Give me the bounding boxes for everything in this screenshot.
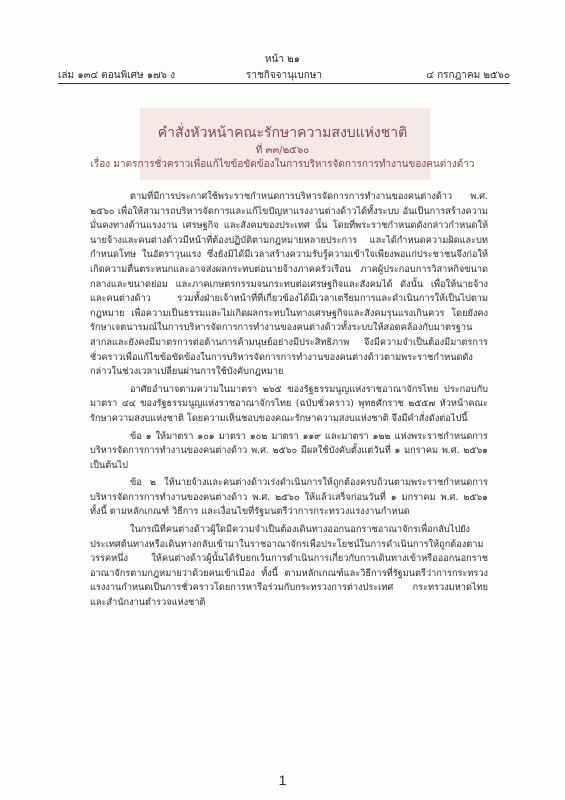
- paragraph-clause-2-exception: ในกรณีที่คนต่างด้าวผู้ใดมีความจำเป็นต้องเดินทางออกนอกราชอาณาจักรเพื่อกลับไปยังประเทศต้นทางหรือเดินทางกลับเข้ามาในราชอาณาจักรเพื่อประโยชน์ในการดำเนินการให้ถูกต้องตามวรรคหนึ่ง ให้คนต่างด้าวผู้นั้นได้รับยกเว้นการดำเนินการเกี่ยวกับการเดินทางเข้าหรือออกนอกราชอาณาจักรตามกฎหมายว่าด้วยคนเข้าเมือง ทั้งนี้ ตามหลักเกณฑ์และวิธีการที่รัฐมนตรีว่าการกระทรวงแรงงานกำหนดเป็นการชั่วคราวโดยการหารือร่วมกับกระทรวงการต่างประเทศ กระทรวงมหาดไทย และสำนักงานตำรวจแห่งชาติ: [90, 524, 488, 609]
- order-number: ที่ ๓๓/๒๕๖๐: [255, 145, 310, 156]
- order-subject: เรื่อง มาตรการชั่วคราวเพื่อแก้ไขข้อขัดข้องในการบริหารจัดการการทำงานของคนต่างด้าว: [90, 159, 475, 170]
- gazette-page-label: หน้า ๒๑: [264, 54, 301, 65]
- volume-issue: เล่ม ๑๓๔ ตอนพิเศษ ๑๗๖ ง: [58, 70, 175, 81]
- page-number: 1: [278, 772, 287, 788]
- paragraph-authority: อาศัยอำนาจตามความในมาตรา ๒๖๕ ของรัฐธรรมนูญแห่งราชอาณาจักรไทย ประกอบกับมาตรา ๔๔ ของรัฐธรรมนูญแห่งราชอาณาจักรไทย (ฉบับชั่วคราว) พุทธศักราช ๒๕๕๗ หัวหน้าคณะรักษาความสงบแห่งชาติ โดยความเห็นชอบของคณะรักษาความสงบแห่งชาติ จึงมีคำสั่งดังต่อไปนี้: [90, 383, 488, 424]
- order-title: คำสั่งหัวหน้าคณะรักษาความสงบแห่งชาติ: [157, 125, 408, 141]
- gazette-name: ราชกิจจานุเบกษา: [245, 70, 323, 81]
- paragraph-preamble: ตามที่มีการประกาศใช้พระราชกำหนดการบริหารจัดการการทำงานของคนต่างด้าว พ.ศ. ๒๕๖๐ เพื่อให้สามารถบริหารจัดการและแก้ไขปัญหาแรงงานต่างด้าวได้ทั้งระบบ อันเป็นการสร้างความมั่นคงทางด้านแรงงาน เศรษฐกิจ และสังคมของประเทศ นั้น โดยที่พระราชกำหนดดังกล่าวกำหนดให้นายจ้างและคนต่างด้าวมีหน้าที่ต้องปฏิบัติตามกฎหมายหลายประการ และได้กำหนดความผิดและบทกำหนดโทษ ในอัตราวุนแรง ซึ่งยังมิได้มีเวลาสร้างความรับรู้ความเข้าใจเพียงพอแก่ประชาชนจึงก่อให้เกิดความตื่นตระหนกและอาจส่งผลกระทบต่อนายจ้างภาคครัวเรือน ภาคผู้ประกอบการวิสาหกิจขนาดกลางและขนาดย่อม และภาคเกษตรกรรมจนกระทบต่อเศรษฐกิจและสังคมได้ ดังนั้น เพื่อให้นายจ้างและคนต่างด้าว รวมทั้งฝ่ายเจ้าหน้าที่ที่เกี่ยวข้องได้มีเวลาเตรียมการและดำเนินการให้เป็นไปตามกฎหมาย เพื่อความเป็นธรรมและไม่เกิดผลกระทบในทางเศรษฐกิจและสังคมรุนแรงเกินควร โดยยังคงรักษาเจตนารมณ์ในการบริหารจัดการการทำงานของคนต่างด้าวทั้งระบบให้สอดคล้องกับมาตรฐานสากลและยังคงมีมาตรการต่อต้านการค้ามนุษย์อย่างมีประสิทธิภาพ จึงมีความจำเป็นต้องมีมาตรการชั่วคราวเพื่อแก้ไขข้อขัดข้องในการบริหารจัดการการทำงานของคนต่างด้าวตามพระราชกำหนดดังกล่าวในช่วงเวลาเปลี่ยนผ่านการใช้บังคับกฎหมาย: [90, 191, 488, 378]
- order-body: [90, 190, 488, 614]
- publication-date: ๔ กรกฎาคม ๒๕๖๐: [426, 70, 510, 81]
- header-divider: [58, 83, 510, 84]
- paragraph-clause-2: ข้อ ๒ ให้นายจ้างและคนต่างด้าวเร่งดำเนินการให้ถูกต้องครบถ้วนตามพระราชกำหนดการบริหารจัดการการทำงานของคนต่างด้าว พ.ศ. ๒๕๖๐ ให้แล้วเสร็จก่อนวันที่ ๑ มกราคม พ.ศ. ๒๕๖๑ ทั้งนี้ ตามหลักเกณฑ์ วิธีการ และเงื่อนไขที่รัฐมนตรีว่าการกระทรวงแรงงานกำหนด: [90, 477, 488, 518]
- paragraph-clause-1: ข้อ ๑ ให้มาตรา ๑๐๑ มาตรา ๑๐๒ มาตรา ๑๑๙ และมาตรา ๑๒๒ แห่งพระราชกำหนดการบริหารจัดการการทำงานของคนต่างด้าว พ.ศ. ๒๕๖๐ มีผลใช้บังคับตั้งแต่วันที่ ๑ มกราคม พ.ศ. ๒๕๖๑ เป็นต้นไป: [90, 430, 488, 471]
